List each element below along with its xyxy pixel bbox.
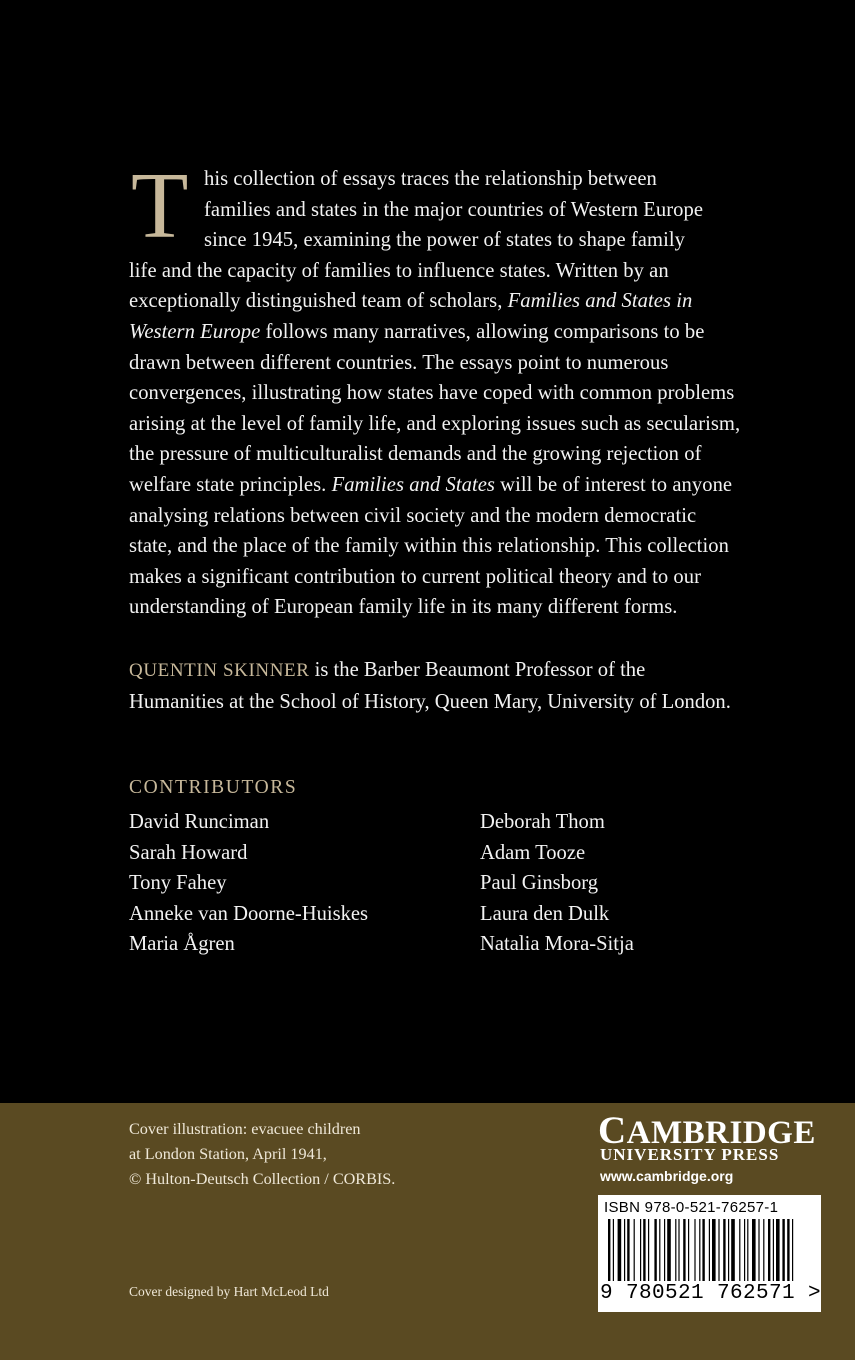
blurb-line	[129, 317, 821, 348]
blurb-text: follows many narratives, allowing comparisons to be	[260, 320, 705, 343]
publisher-logo-initial: C	[598, 1109, 627, 1152]
contributors-left-column	[129, 807, 368, 960]
cover-illustration-credit	[129, 1117, 395, 1192]
blurb-line: analysing relations between civil society and the modern democratic	[129, 504, 697, 527]
blurb-line	[129, 470, 821, 501]
blurb-text: welfare state principles.	[129, 473, 332, 496]
blurb-line: the pressure of multiculturalist demands and the growing rejection of	[129, 443, 702, 466]
blurb-line: drawn between different countries. The essays point to numerous	[129, 351, 669, 374]
publisher-url: www.cambridge.org	[600, 1168, 734, 1184]
editor-bio-line: Humanities at the School of History, Queen Mary, University of London.	[129, 690, 731, 713]
drop-cap: T	[131, 154, 189, 258]
blurb-text: will be of interest to anyone	[494, 473, 733, 496]
blurb-line: life and the capacity of families to influence states. Written by an	[129, 259, 669, 282]
book-title-italic: Families and States in	[507, 290, 693, 313]
contributor-name: Sarah Howard	[129, 841, 248, 864]
contributor-name: Anneke van Doorne-Huiskes	[129, 902, 369, 925]
blurb-line: state, and the place of the family within this relationship. This collection	[129, 535, 729, 558]
editor-bio	[129, 655, 829, 717]
blurb-line: since 1945, examining the power of states to shape family	[204, 229, 685, 252]
credit-line: Cover illustration: evacuee children	[129, 1120, 361, 1138]
editor-name: QUENTIN SKINNER	[129, 660, 310, 681]
contributor-name: Adam Tooze	[480, 841, 586, 864]
blurb-line: families and states in the major countries of Western Europe	[204, 198, 704, 221]
blurb-line: makes a significant contribution to current political theory and to our	[129, 565, 702, 588]
blurb-line: arising at the level of family life, and exploring issues such as secularism,	[129, 412, 741, 435]
blurb-line: convergences, illustrating how states have coped with common problems	[129, 382, 735, 405]
contributor-name: Deborah Thom	[480, 811, 605, 833]
barcode-digits: 9 780521 762571 >	[600, 1282, 822, 1305]
barcode-bars	[608, 1219, 812, 1281]
contributor-name: Natalia Mora-Sitja	[480, 933, 634, 956]
blurb-line: understanding of European family life in its many different forms.	[129, 596, 678, 619]
blurb-line: his collection of essays traces the relationship between	[204, 168, 657, 190]
credit-line: at London Station, April 1941,	[129, 1145, 327, 1163]
publisher-logo-rest: AMBRIDGE	[626, 1115, 816, 1151]
contributor-name: Maria Ågren	[129, 933, 235, 956]
blurb-text: exceptionally distinguished team of scholars,	[129, 290, 508, 313]
credit-line: © Hulton-Deutsch Collection / CORBIS.	[129, 1170, 396, 1188]
contributors-right-column	[480, 807, 634, 960]
description-blurb	[129, 154, 821, 623]
book-title-italic: Families and States	[331, 473, 495, 496]
editor-bio-text: is the Barber Beaumont Professor of the	[309, 659, 646, 681]
editor-bio-line	[129, 655, 829, 687]
book-title-italic: Western Europe	[129, 320, 261, 343]
isbn-text: ISBN 978-0-521-76257-1	[604, 1199, 779, 1216]
isbn-barcode	[598, 1195, 821, 1312]
contributor-name: Laura den Dulk	[480, 902, 610, 925]
contributor-name: Tony Fahey	[129, 872, 227, 895]
contributor-name: Paul Ginsborg	[480, 872, 599, 895]
contributor-name: David Runciman	[129, 811, 270, 833]
cover-designer-credit: Cover designed by Hart McLeod Ltd	[129, 1284, 329, 1299]
blurb-line	[129, 286, 821, 317]
publisher-logo-subtitle: UNIVERSITY PRESS	[600, 1145, 780, 1164]
contributors-heading: CONTRIBUTORS	[129, 777, 298, 798]
